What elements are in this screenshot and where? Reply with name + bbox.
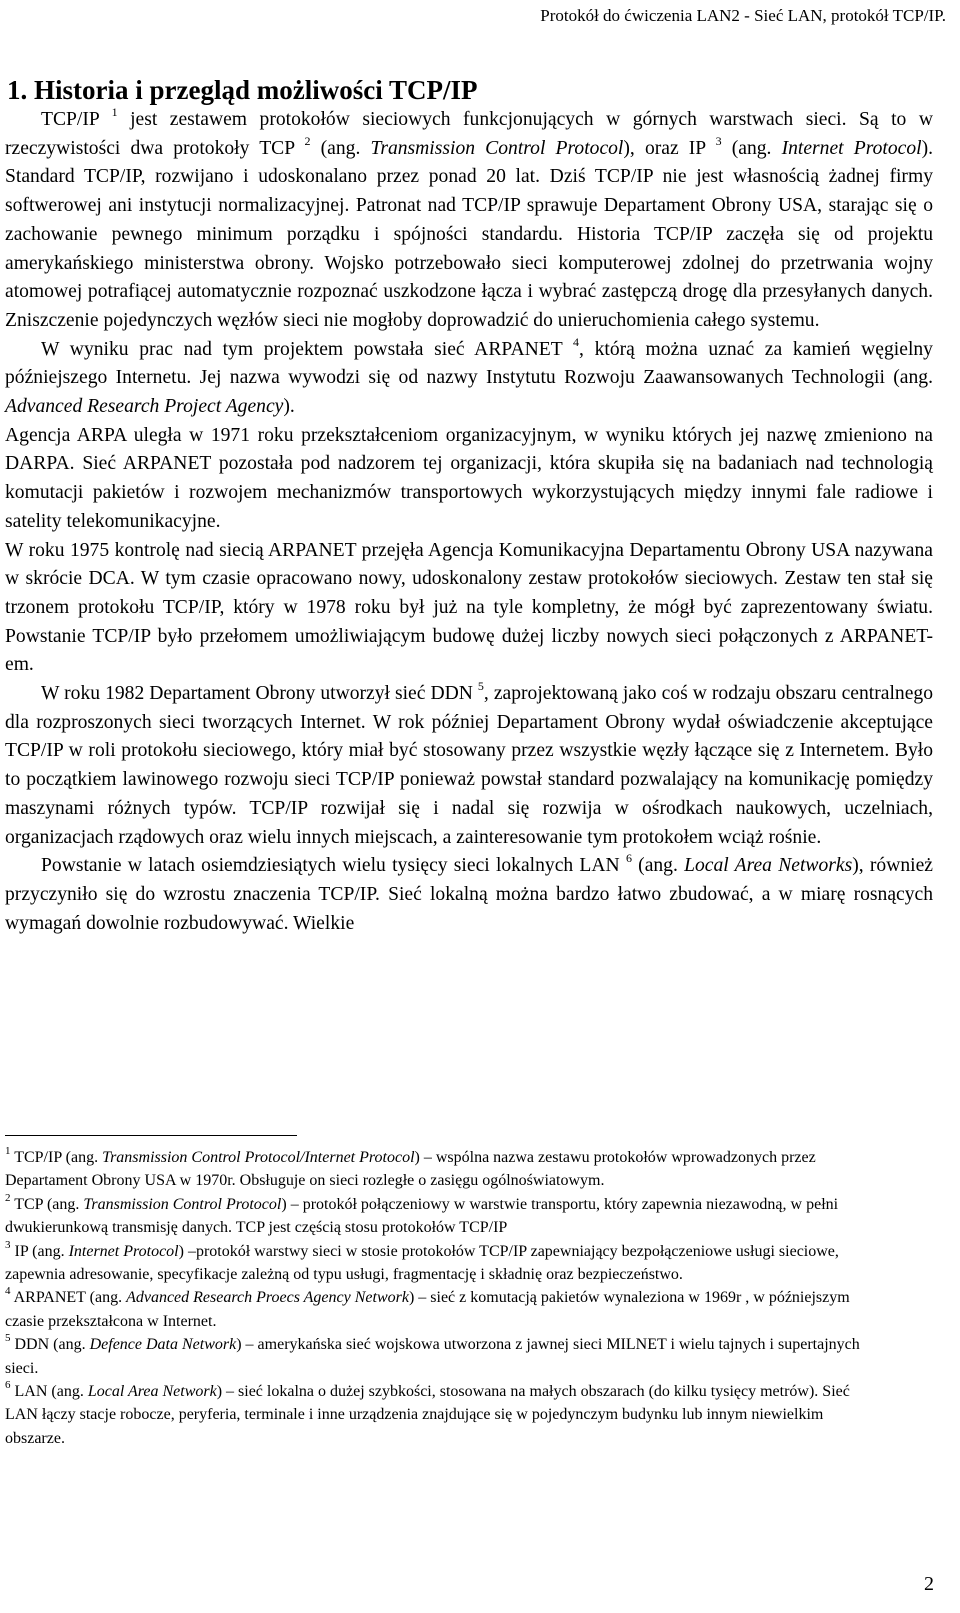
text-run: ), oraz IP [623, 137, 716, 159]
text-run: ). Standard TCP/IP, rozwijano i udoskonalano przez ponad 20 lat. Dziś TCP/IP nie jest własnością żadnej firmy softwerowej ani instytucji normalizacyjnej. Patronat nad TCP/IP sprawuje Departament Obrony USA, starając się o zachowanie pewnego minimum porządku i spójności standardu. Historia TCP/IP zaczęła się od projektu amerykańskiego ministerstwa obrony. Wojsko potrzebowało sieci komputerowej zdolnej do przetrwania wojny atomowej potrafiącej automatycznie rozpoznać uszkodzone łącza i wybrać zastępczą drogę dla przesyłanych danych. Zniszczenie pojedynczych węzłów sieci nie mogłoby doprowadzić do unieruchomienia całego systemu. [5, 137, 934, 331]
paragraph-arpanet [5, 336, 933, 422]
footnote-separator [5, 1135, 297, 1136]
running-header: Protokół do ćwiczenia LAN2 - Sieć LAN, protokół TCP/IP. [540, 6, 946, 25]
footnote-number: 6 [5, 1379, 11, 1392]
text-run: ) –protokół warstwy sieci w stosie protokołów TCP/IP zapewniający bezpołączeniowe usługi sieciowe, zapewnia adresowanie, specyfikacje zależną od typu usługi, fragmentację i składnię oraz bezpieczeństwo. [5, 1242, 839, 1284]
text-run: DDN (ang. [10, 1336, 90, 1354]
text-run: Powstanie w latach osiemdziesiątych wielu tysięcy sieci lokalnych LAN [41, 855, 626, 877]
footnote-term: Internet Protocol [68, 1242, 179, 1260]
footnote-number: 5 [5, 1332, 11, 1345]
text-run: IP (ang. [10, 1242, 69, 1260]
footnote-ref-6[interactable]: 6 [625, 851, 632, 866]
text-run: ARPANET (ang. [10, 1289, 127, 1307]
text-run: TCP (ang. [10, 1195, 84, 1213]
text-run: ) – sieć lokalna o dużej szybkości, stosowana na małych obszarach (do kilku tysięcy metrów). Sieć LAN łączy stacje robocze, peryferia, terminale i inne urządzenia znajdujące się w pojedynczym budynku lub innym niewielkim obszarze. [5, 1383, 850, 1447]
footnote-number: 2 [5, 1191, 11, 1204]
text-run: (ang. [310, 137, 371, 159]
footnote-2 [5, 1193, 885, 1240]
footnote-6 [5, 1380, 885, 1450]
text-run: W wyniku prac nad tym projektem powstała sieć ARPANET [41, 338, 574, 360]
footnote-term: Advanced Research Proecs Agency Network [126, 1289, 409, 1307]
paragraph-darpa: Agencja ARPA uległa w 1971 roku przekształceniom organizacyjnym, w wyniku których jej nazwę zmieniono na DARPA. Sieć ARPANET pozostała pod nadzorem tej organizacji, która skupiła się na badaniach nad technologią komutacji pakietów i rozwojem mechanizmów transportowych wykorzystujących między innymi fale radiowe i satelity telekomunikacyjne. [5, 424, 933, 532]
footnote-term: Local Area Network [87, 1383, 217, 1401]
section-title: 1. Historia i przegląd możliwości TCP/IP [7, 75, 478, 105]
body-text [5, 106, 933, 938]
text-run: ) – protokół połączeniowy w warstwie transportu, który zapewnia niezawodną, w pełni dwukierunkową transmisję danych. TCP jest częścią stosu protokołów TCP/IP [5, 1195, 839, 1237]
footnote-3 [5, 1240, 885, 1287]
footnote-ref-1[interactable]: 1 [111, 105, 118, 119]
text-run: (ang. [721, 137, 782, 159]
term-arpa: Advanced Research Project Agency [5, 396, 284, 418]
page-number: 2 [924, 1573, 934, 1595]
term-tcp: Transmission Control Protocol [370, 137, 624, 159]
term-lan: Local Area Networks [684, 855, 853, 877]
footnote-ref-4[interactable]: 4 [573, 334, 580, 349]
text-run: ) – amerykańska sieć wojskowa utworzona z jawnej sieci MILNET i wielu tajnych i supertajnych sieci. [5, 1336, 860, 1377]
footnote-term: Transmission Control Protocol [83, 1195, 282, 1213]
footnote-ref-2[interactable]: 2 [304, 133, 311, 148]
footnote-number: 1 [5, 1145, 11, 1157]
footnote-number: 3 [5, 1238, 11, 1251]
paragraph-dca: W roku 1975 kontrolę nad siecią ARPANET przejęła Agencja Komunikacyjna Departamentu Obrony USA nazywana w skrócie DCA. W tym czasie opracowano nowy, udoskonalony zestaw protokołów sieciowych. Zestaw ten stał się trzonem protokołu TCP/IP, który w 1978 roku był już na tyle kompletny, że mógł być zaprezentowany światu. Powstanie TCP/IP było przełomem umożliwiającym budowę dużej liczby nowych sieci połączonych z ARPANET-em. [5, 539, 933, 676]
footnote-4 [5, 1286, 885, 1333]
term-ip: Internet Protocol [781, 137, 922, 159]
text-run: , zaprojektowaną jako coś w rodzaju obszaru centralnego dla rozproszonych sieci tworzących Internet. W rok później Departament Obrony wydał oświadczenie akceptujące TCP/IP w roli protokołu sieciowego, który miał być stosowany przez wszystkie węzły łączące się z Internetem. Było to początkiem lawinowego rozwoju sieci TCP/IP ponieważ powstał standard pozwalający na komunikację pomiędzy maszynami różnych typów. TCP/IP rozwijał się i nadal się rozwija w ośrodkach naukowych, uczelniach, organizacjach rządowych oraz wielu innych miejscach, a zainteresowanie tym protokołem wciąż rośnie. [5, 683, 933, 848]
footnotes [5, 1146, 885, 1450]
text-run: ) – wspólna nazwa zestawu protokołów wprowadzonych przez Departament Obrony USA w 1970r. Obsługuje on sieci rozległe o zasięgu ogólnoświatowym. [5, 1149, 816, 1190]
paragraph-ddn [5, 680, 933, 852]
text-run: W roku 1982 Departament Obrony utworzył sieć DDN [41, 683, 478, 705]
footnote-5 [5, 1333, 885, 1380]
text-run: (ang. [631, 855, 685, 877]
text-run: LAN (ang. [10, 1383, 88, 1401]
footnote-term: Defence Data Network [89, 1336, 237, 1354]
text-run: , którą można uznać za kamień węgielny późniejszego Internetu. Jej nazwa wywodzi się od nazwy Instytutu Rozwoju Zaawansowanych Technologii (ang. [5, 338, 933, 389]
text-run: ). [283, 396, 295, 418]
text-run: TCP/IP (ang. [10, 1149, 103, 1166]
footnote-term: Transmission Control Protocol/Internet Protocol [102, 1149, 415, 1166]
footnote-number: 4 [5, 1285, 11, 1298]
footnote-ref-3[interactable]: 3 [715, 133, 722, 148]
text-run: jest zestawem protokołów sieciowych funkcjonujących w górnych warstwach sieci. Są to w rzeczywistości dwa protokoły TCP [5, 109, 933, 159]
text-run: ), również przyczyniło się do wzrostu znaczenia TCP/IP. Sieć lokalną można bardzo łatwo zbudować, a w miarę rosnących wymagań dowolnie rozbudowywać. Wielkie [5, 855, 933, 934]
footnote-ref-5[interactable]: 5 [477, 679, 484, 694]
text-run: ) – sieć z komutacją pakietów wynaleziona w 1969r , w późniejszym czasie przekształcona w Internet. [5, 1289, 850, 1330]
paragraph-lan [5, 852, 933, 938]
text-run: TCP/IP [41, 109, 112, 130]
footnote-1 [5, 1146, 885, 1193]
paragraph-intro [5, 106, 933, 336]
